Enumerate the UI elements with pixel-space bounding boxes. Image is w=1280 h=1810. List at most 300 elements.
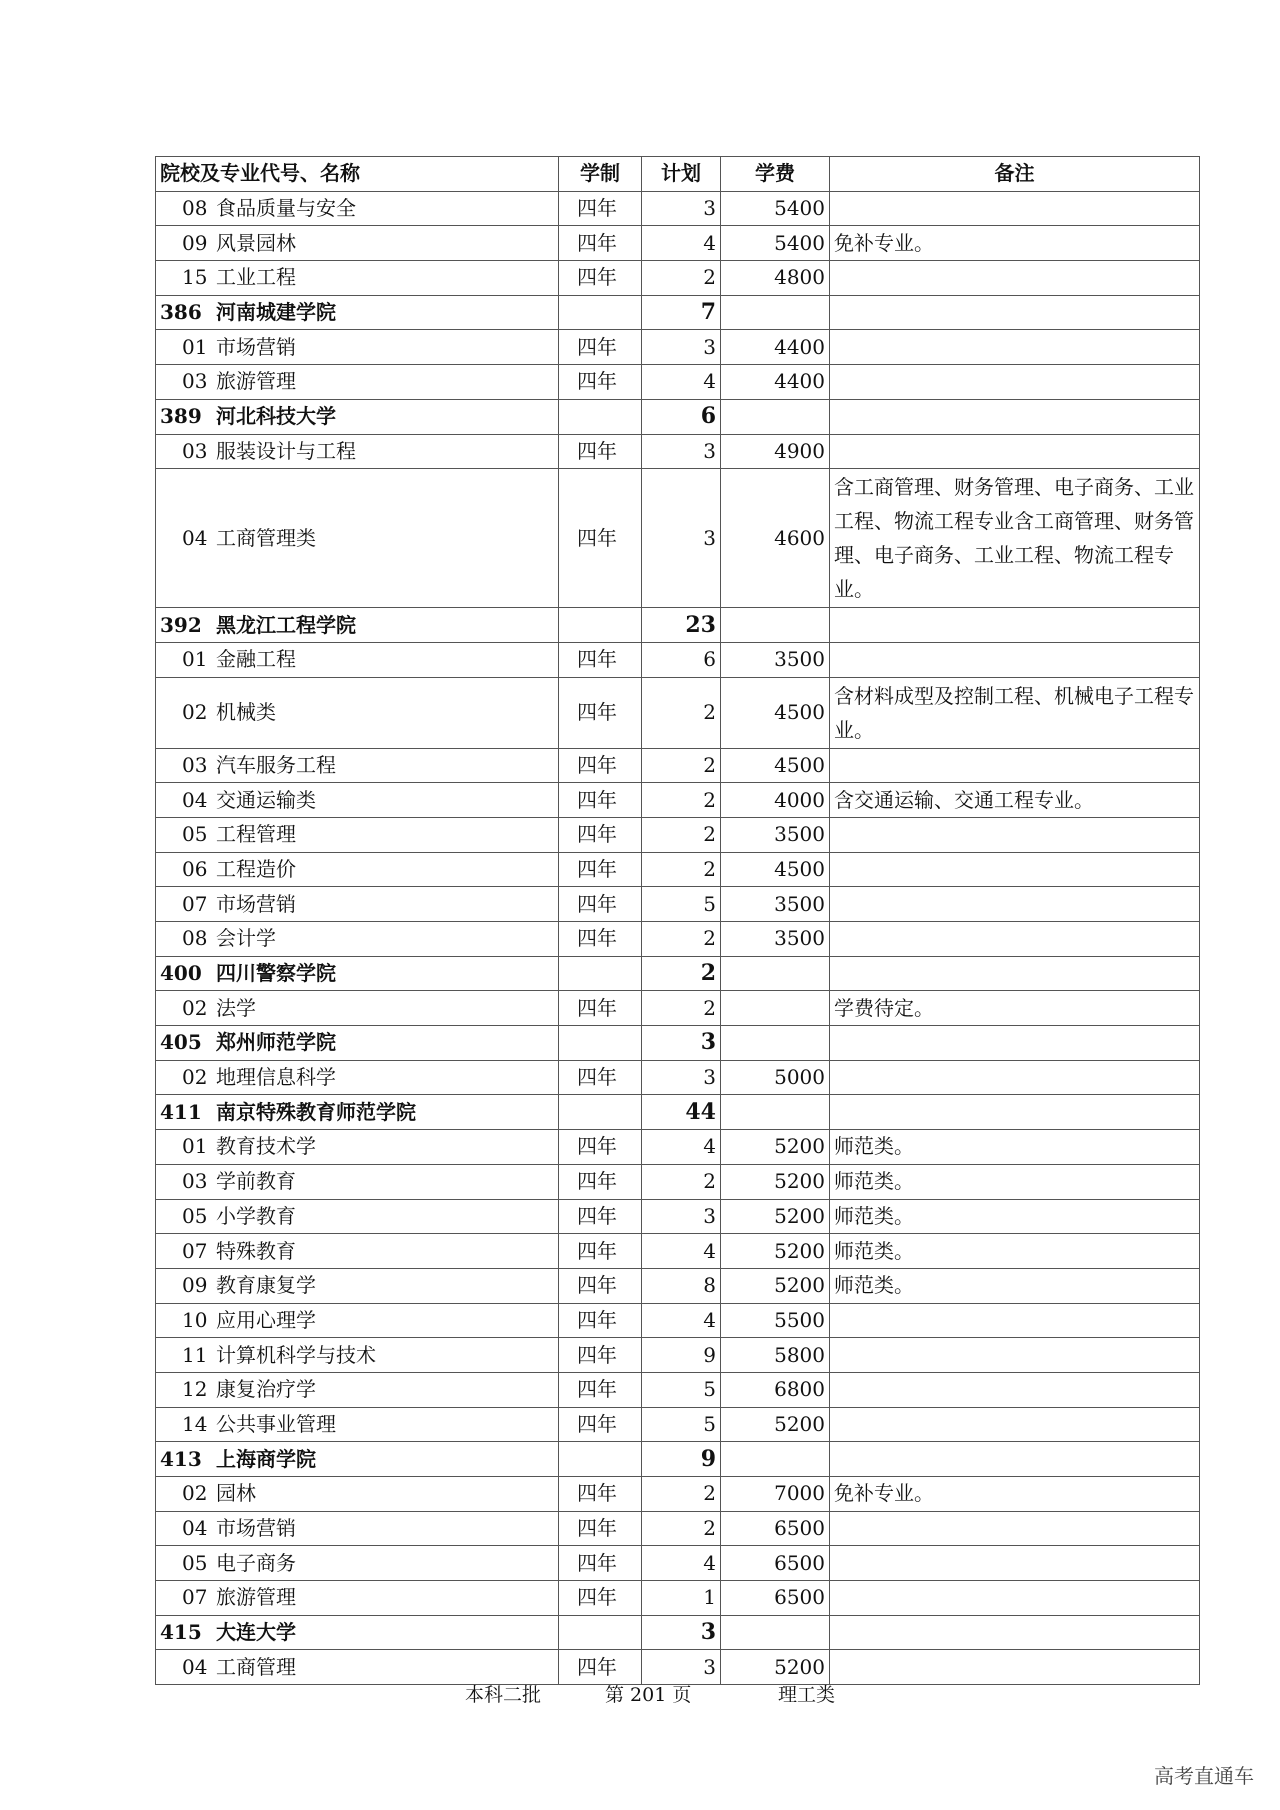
major-name: 法学 — [216, 995, 256, 1020]
major-code: 12 — [182, 1377, 208, 1402]
major-duration-cell — [559, 748, 642, 783]
major-fee — [721, 991, 830, 1026]
major-code: 08 — [182, 926, 208, 951]
major-name: 工商管理 — [216, 1654, 296, 1679]
major-duration: 四年 — [577, 995, 617, 1020]
school-row — [156, 399, 1200, 434]
major-duration-cell — [559, 469, 642, 608]
major-row — [156, 365, 1200, 400]
major-duration: 四年 — [577, 1585, 617, 1610]
major-fee: 5200 — [721, 1130, 830, 1165]
major-fee: 5000 — [721, 1060, 830, 1095]
major-note — [830, 1511, 1200, 1546]
footer-category: 理工类 — [778, 1684, 836, 1706]
major-note — [830, 191, 1200, 226]
major-row — [156, 1372, 1200, 1407]
school-plan: 3 — [642, 1026, 721, 1061]
major-duration: 四年 — [577, 1203, 617, 1228]
major-row — [156, 922, 1200, 957]
major-fee: 7000 — [721, 1477, 830, 1512]
major-fee: 3500 — [721, 922, 830, 957]
major-note: 师范类。 — [830, 1234, 1200, 1269]
major-duration-cell — [559, 1164, 642, 1199]
major-duration-cell — [559, 642, 642, 677]
major-fee: 4500 — [721, 677, 830, 748]
school-fee-cell — [721, 399, 830, 434]
major-code: 05 — [182, 1203, 208, 1228]
major-duration-cell — [559, 434, 642, 469]
school-duration-cell — [559, 608, 642, 643]
major-code: 10 — [182, 1307, 208, 1332]
major-cell — [156, 1407, 559, 1442]
major-code: 05 — [182, 822, 208, 847]
major-fee: 4800 — [721, 261, 830, 296]
major-cell — [156, 852, 559, 887]
major-plan: 2 — [642, 852, 721, 887]
major-row — [156, 1581, 1200, 1616]
major-name: 地理信息科学 — [216, 1065, 336, 1090]
major-code: 04 — [182, 525, 208, 550]
major-duration-cell — [559, 991, 642, 1026]
major-note: 师范类。 — [830, 1199, 1200, 1234]
school-code: 405 — [160, 1030, 202, 1055]
major-duration-cell — [559, 1546, 642, 1581]
major-duration-cell — [559, 1581, 642, 1616]
major-code: 04 — [182, 1654, 208, 1679]
major-note — [830, 1060, 1200, 1095]
table-header-row — [156, 157, 1200, 192]
major-code: 14 — [182, 1411, 208, 1436]
school-row — [156, 1615, 1200, 1650]
major-note: 师范类。 — [830, 1268, 1200, 1303]
major-code: 02 — [182, 995, 208, 1020]
school-code: 411 — [160, 1099, 202, 1124]
major-note — [830, 642, 1200, 677]
major-note: 含材料成型及控制工程、机械电子工程专业。 — [830, 677, 1200, 748]
major-plan: 2 — [642, 677, 721, 748]
major-name: 教育技术学 — [216, 1134, 316, 1159]
major-name: 应用心理学 — [216, 1307, 316, 1332]
major-fee: 5200 — [721, 1199, 830, 1234]
major-fee: 4500 — [721, 748, 830, 783]
school-code: 413 — [160, 1446, 202, 1471]
school-name: 郑州师范学院 — [216, 1030, 336, 1055]
major-fee: 6500 — [721, 1511, 830, 1546]
major-name: 食品质量与安全 — [216, 196, 356, 221]
major-plan: 5 — [642, 1372, 721, 1407]
school-cell — [156, 956, 559, 991]
major-fee: 4900 — [721, 434, 830, 469]
major-duration: 四年 — [577, 1238, 617, 1263]
major-code: 01 — [182, 334, 208, 359]
major-plan: 4 — [642, 1546, 721, 1581]
major-duration: 四年 — [577, 1411, 617, 1436]
major-duration-cell — [559, 852, 642, 887]
major-row — [156, 783, 1200, 818]
major-plan: 2 — [642, 1164, 721, 1199]
major-cell — [156, 1234, 559, 1269]
major-name: 工程造价 — [216, 856, 296, 881]
major-duration: 四年 — [577, 438, 617, 463]
major-duration-cell — [559, 191, 642, 226]
major-row — [156, 1268, 1200, 1303]
major-fee: 3500 — [721, 642, 830, 677]
major-cell — [156, 783, 559, 818]
major-note — [830, 330, 1200, 365]
school-row — [156, 1442, 1200, 1477]
school-cell — [156, 1615, 559, 1650]
major-note — [830, 748, 1200, 783]
major-duration: 四年 — [577, 926, 617, 951]
school-name: 四川警察学院 — [216, 961, 336, 986]
major-duration: 四年 — [577, 647, 617, 672]
major-name: 交通运输类 — [216, 787, 316, 812]
major-name: 旅游管理 — [216, 369, 296, 394]
major-name: 计算机科学与技术 — [216, 1342, 376, 1367]
major-fee: 5400 — [721, 191, 830, 226]
school-cell — [156, 295, 559, 330]
school-row — [156, 295, 1200, 330]
major-duration: 四年 — [577, 752, 617, 777]
major-cell — [156, 191, 559, 226]
major-name: 风景园林 — [216, 230, 296, 255]
major-code: 01 — [182, 647, 208, 672]
major-fee: 5500 — [721, 1303, 830, 1338]
major-name: 机械类 — [216, 700, 276, 725]
major-fee: 4600 — [721, 469, 830, 608]
major-duration-cell — [559, 1338, 642, 1373]
major-code: 02 — [182, 1065, 208, 1090]
major-note — [830, 1303, 1200, 1338]
major-code: 04 — [182, 787, 208, 812]
major-duration-cell — [559, 887, 642, 922]
major-row — [156, 1234, 1200, 1269]
major-plan: 2 — [642, 991, 721, 1026]
major-fee: 4000 — [721, 783, 830, 818]
major-cell — [156, 1199, 559, 1234]
major-note: 师范类。 — [830, 1130, 1200, 1165]
major-duration: 四年 — [577, 265, 617, 290]
school-duration-cell — [559, 1026, 642, 1061]
major-duration: 四年 — [577, 1377, 617, 1402]
major-plan: 2 — [642, 261, 721, 296]
major-cell — [156, 330, 559, 365]
school-note-cell — [830, 1442, 1200, 1477]
school-plan: 2 — [642, 956, 721, 991]
major-name: 市场营销 — [216, 1516, 296, 1541]
school-duration-cell — [559, 1615, 642, 1650]
major-duration: 四年 — [577, 334, 617, 359]
school-plan: 9 — [642, 1442, 721, 1477]
major-row — [156, 434, 1200, 469]
school-name: 河北科技大学 — [216, 404, 336, 429]
major-duration-cell — [559, 677, 642, 748]
major-duration: 四年 — [577, 1169, 617, 1194]
major-name: 旅游管理 — [216, 1585, 296, 1610]
school-row — [156, 956, 1200, 991]
major-cell — [156, 991, 559, 1026]
major-duration: 四年 — [577, 369, 617, 394]
school-cell — [156, 1026, 559, 1061]
major-plan: 2 — [642, 922, 721, 957]
major-code: 04 — [182, 1516, 208, 1541]
major-fee: 6500 — [721, 1546, 830, 1581]
major-code: 11 — [182, 1342, 208, 1367]
major-code: 07 — [182, 1238, 208, 1263]
major-cell — [156, 748, 559, 783]
major-row — [156, 261, 1200, 296]
major-fee: 3500 — [721, 817, 830, 852]
major-fee: 5200 — [721, 1164, 830, 1199]
major-fee: 5200 — [721, 1650, 830, 1685]
school-duration-cell — [559, 956, 642, 991]
major-duration: 四年 — [577, 891, 617, 916]
major-fee: 4400 — [721, 365, 830, 400]
major-row — [156, 1164, 1200, 1199]
major-cell — [156, 642, 559, 677]
major-name: 电子商务 — [216, 1550, 296, 1575]
school-cell — [156, 1095, 559, 1130]
major-code: 09 — [182, 230, 208, 255]
major-name: 会计学 — [216, 926, 276, 951]
major-note — [830, 1407, 1200, 1442]
major-row — [156, 642, 1200, 677]
major-duration: 四年 — [577, 1516, 617, 1541]
major-row — [156, 1338, 1200, 1373]
major-fee: 5200 — [721, 1407, 830, 1442]
major-row — [156, 330, 1200, 365]
major-row — [156, 1199, 1200, 1234]
major-duration-cell — [559, 1234, 642, 1269]
major-duration-cell — [559, 1268, 642, 1303]
major-plan: 3 — [642, 1650, 721, 1685]
major-cell — [156, 1268, 559, 1303]
major-note — [830, 261, 1200, 296]
major-cell — [156, 226, 559, 261]
major-code: 02 — [182, 700, 208, 725]
major-note: 师范类。 — [830, 1164, 1200, 1199]
school-row — [156, 1095, 1200, 1130]
major-cell — [156, 1546, 559, 1581]
major-row — [156, 1511, 1200, 1546]
major-row — [156, 1477, 1200, 1512]
school-name: 大连大学 — [216, 1620, 296, 1645]
major-name: 市场营销 — [216, 334, 296, 359]
major-duration-cell — [559, 922, 642, 957]
major-plan: 9 — [642, 1338, 721, 1373]
major-note — [830, 852, 1200, 887]
major-code: 05 — [182, 1550, 208, 1575]
major-name: 小学教育 — [216, 1203, 296, 1228]
major-plan: 6 — [642, 642, 721, 677]
footer-batch: 本科二批 — [465, 1684, 542, 1706]
major-plan: 4 — [642, 1303, 721, 1338]
header-duration: 学制 — [559, 157, 642, 192]
major-duration: 四年 — [577, 1342, 617, 1367]
school-note-cell — [830, 399, 1200, 434]
major-row — [156, 991, 1200, 1026]
major-plan: 3 — [642, 434, 721, 469]
major-plan: 4 — [642, 226, 721, 261]
major-duration-cell — [559, 1511, 642, 1546]
major-duration-cell — [559, 1303, 642, 1338]
major-fee: 3500 — [721, 887, 830, 922]
major-note — [830, 922, 1200, 957]
major-name: 服装设计与工程 — [216, 438, 356, 463]
school-row — [156, 608, 1200, 643]
school-code: 386 — [160, 300, 202, 325]
major-plan: 2 — [642, 1477, 721, 1512]
major-duration: 四年 — [577, 230, 617, 255]
major-row — [156, 817, 1200, 852]
major-row — [156, 1546, 1200, 1581]
school-fee-cell — [721, 1095, 830, 1130]
school-row — [156, 1026, 1200, 1061]
school-fee-cell — [721, 1442, 830, 1477]
major-fee: 4400 — [721, 330, 830, 365]
major-duration-cell — [559, 330, 642, 365]
major-name: 工程管理 — [216, 822, 296, 847]
school-note-cell — [830, 1026, 1200, 1061]
major-code: 07 — [182, 1585, 208, 1610]
header-plan: 计划 — [642, 157, 721, 192]
major-note — [830, 1581, 1200, 1616]
major-duration: 四年 — [577, 1065, 617, 1090]
school-plan: 3 — [642, 1615, 721, 1650]
major-code: 02 — [182, 1481, 208, 1506]
major-name: 公共事业管理 — [216, 1411, 336, 1436]
major-name: 园林 — [216, 1481, 256, 1506]
major-plan: 2 — [642, 748, 721, 783]
major-name: 汽车服务工程 — [216, 752, 336, 777]
major-plan: 4 — [642, 365, 721, 400]
major-row — [156, 1407, 1200, 1442]
school-cell — [156, 1442, 559, 1477]
school-code: 392 — [160, 612, 202, 637]
major-duration: 四年 — [577, 1273, 617, 1298]
major-fee: 6500 — [721, 1581, 830, 1616]
school-code: 400 — [160, 961, 202, 986]
major-note — [830, 1546, 1200, 1581]
major-cell — [156, 1130, 559, 1165]
major-plan: 5 — [642, 887, 721, 922]
major-duration-cell — [559, 783, 642, 818]
major-cell — [156, 1164, 559, 1199]
admission-plan-table — [155, 156, 1200, 1685]
major-duration: 四年 — [577, 1134, 617, 1159]
major-plan: 3 — [642, 330, 721, 365]
major-plan: 1 — [642, 1581, 721, 1616]
major-cell — [156, 1477, 559, 1512]
major-row — [156, 191, 1200, 226]
major-plan: 8 — [642, 1268, 721, 1303]
major-duration-cell — [559, 261, 642, 296]
major-cell — [156, 1511, 559, 1546]
major-duration-cell — [559, 1130, 642, 1165]
major-fee: 6800 — [721, 1372, 830, 1407]
major-cell — [156, 677, 559, 748]
major-fee: 4500 — [721, 852, 830, 887]
major-duration: 四年 — [577, 196, 617, 221]
major-note — [830, 365, 1200, 400]
major-name: 特殊教育 — [216, 1238, 296, 1263]
major-code: 15 — [182, 265, 208, 290]
major-note: 含交通运输、交通工程专业。 — [830, 783, 1200, 818]
major-cell — [156, 261, 559, 296]
school-code: 389 — [160, 404, 202, 429]
major-fee: 5200 — [721, 1234, 830, 1269]
major-note — [830, 434, 1200, 469]
school-note-cell — [830, 1615, 1200, 1650]
school-note-cell — [830, 608, 1200, 643]
major-cell — [156, 887, 559, 922]
major-name: 工业工程 — [216, 265, 296, 290]
school-name: 南京特殊教育师范学院 — [216, 1099, 416, 1124]
major-duration: 四年 — [577, 700, 617, 725]
major-duration: 四年 — [577, 822, 617, 847]
major-plan: 4 — [642, 1234, 721, 1269]
footer-page-number: 第 201 页 — [605, 1684, 692, 1706]
major-duration: 四年 — [577, 1550, 617, 1575]
major-duration-cell — [559, 1407, 642, 1442]
major-code: 01 — [182, 1134, 208, 1159]
major-duration-cell — [559, 1372, 642, 1407]
major-name: 康复治疗学 — [216, 1377, 316, 1402]
major-plan: 3 — [642, 1060, 721, 1095]
page-footer — [0, 1680, 1280, 1710]
major-plan: 3 — [642, 191, 721, 226]
major-note — [830, 817, 1200, 852]
major-code: 03 — [182, 369, 208, 394]
school-fee-cell — [721, 608, 830, 643]
major-cell — [156, 365, 559, 400]
major-cell — [156, 1372, 559, 1407]
school-cell — [156, 399, 559, 434]
major-duration-cell — [559, 365, 642, 400]
major-fee: 5400 — [721, 226, 830, 261]
major-name: 学前教育 — [216, 1169, 296, 1194]
school-fee-cell — [721, 956, 830, 991]
watermark-text: 高考直通车 — [1154, 1764, 1254, 1788]
school-plan: 6 — [642, 399, 721, 434]
major-duration-cell — [559, 1060, 642, 1095]
major-note — [830, 1372, 1200, 1407]
header-note: 备注 — [830, 157, 1200, 192]
major-duration-cell — [559, 226, 642, 261]
school-fee-cell — [721, 1615, 830, 1650]
school-plan: 44 — [642, 1095, 721, 1130]
major-cell — [156, 817, 559, 852]
header-name: 院校及专业代号、名称 — [156, 157, 559, 192]
major-row — [156, 1303, 1200, 1338]
major-row — [156, 887, 1200, 922]
major-cell — [156, 1581, 559, 1616]
major-note — [830, 887, 1200, 922]
school-note-cell — [830, 295, 1200, 330]
major-row — [156, 1130, 1200, 1165]
major-plan: 3 — [642, 469, 721, 608]
school-fee-cell — [721, 1026, 830, 1061]
school-cell — [156, 608, 559, 643]
table-body — [156, 191, 1200, 1684]
major-note: 含工商管理、财务管理、电子商务、工业工程、物流工程专业含工商管理、财务管理、电子商务、工业工程、物流工程专业。 — [830, 469, 1200, 608]
school-note-cell — [830, 1095, 1200, 1130]
major-code: 09 — [182, 1273, 208, 1298]
major-name: 教育康复学 — [216, 1273, 316, 1298]
major-cell — [156, 1338, 559, 1373]
major-code: 06 — [182, 856, 208, 881]
major-note — [830, 1338, 1200, 1373]
